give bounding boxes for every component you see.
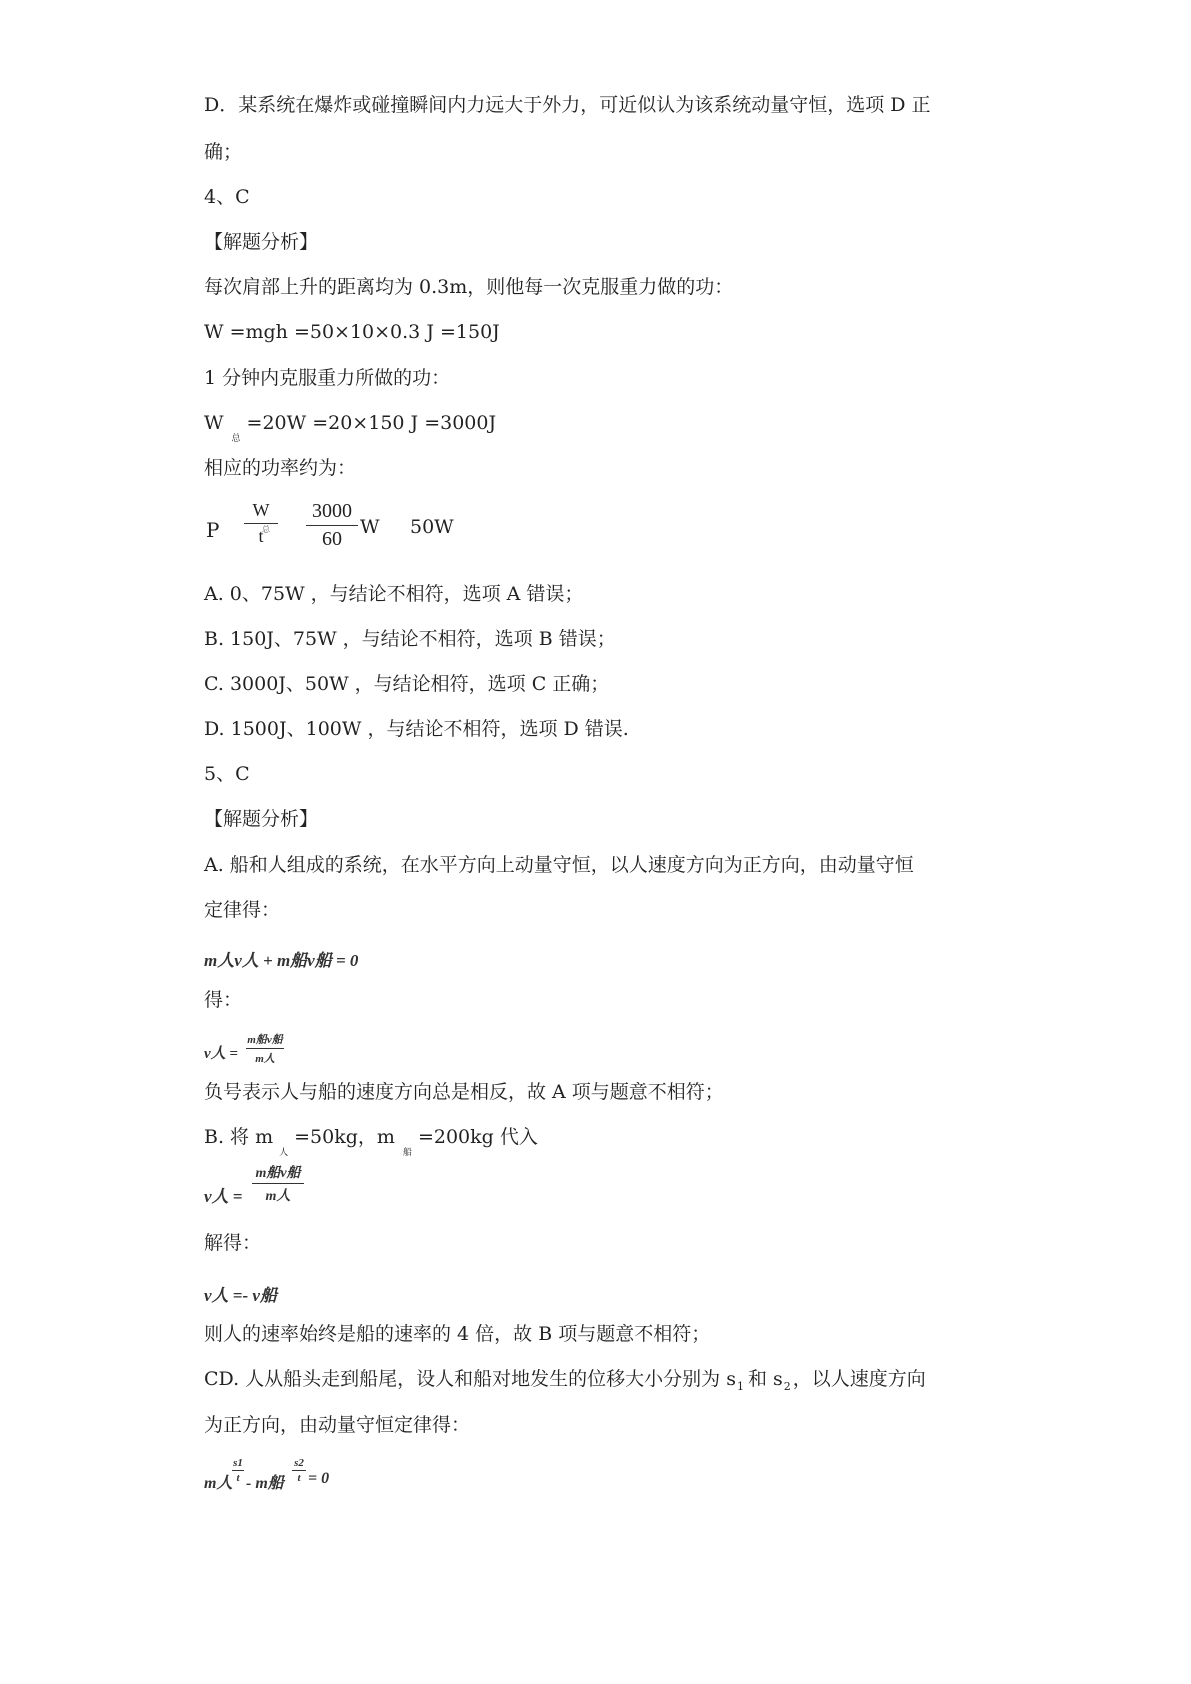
subscript-zong: 总 [262, 525, 270, 534]
equation-term: = 0 [308, 1470, 330, 1487]
text-line: 则人的速率始终是船的速率的 4 倍，故 B 项与题意不相符； [204, 1323, 711, 1345]
text-fragment: B. 将 m [204, 1126, 274, 1148]
fraction-denominator: t [297, 1472, 301, 1484]
fraction-numerator: m船v船 [247, 1034, 283, 1046]
fraction [252, 1162, 304, 1205]
fraction-numerator: s1 [233, 1457, 243, 1469]
equation-v-relation: v人 =- v船 [204, 1286, 277, 1305]
fraction-denominator: t [258, 526, 264, 546]
subscript-chuan: 船 [402, 1148, 412, 1158]
section-heading-analysis: 【解题分析】 [204, 231, 319, 253]
formula-work: W =mgh =50×10×0.3 J =150J [204, 321, 500, 343]
fraction-denominator: m人 [255, 1053, 275, 1065]
fraction-denominator: 60 [322, 528, 342, 550]
formula-total-work-rest: =20W =20×150 J =3000J [246, 412, 497, 434]
text-line: 得： [204, 989, 243, 1011]
subscript-ren: 人 [279, 1148, 289, 1158]
option-a: A. 0、75W ，与结论不相符，选项 A 错误； [204, 583, 584, 605]
text-fragment: 和 s [747, 1368, 783, 1390]
fraction-denominator: m人 [265, 1189, 291, 1204]
equation-momentum: m人v人 + m船v船 = 0 [204, 951, 359, 970]
text-line: 1 分钟内克服重力所做的功： [204, 367, 451, 389]
fraction-denominator: t [236, 1472, 240, 1484]
fraction-s1-over-t [232, 1457, 244, 1484]
formula-total-work [204, 414, 496, 444]
fraction [246, 1031, 284, 1066]
fraction-3000-over-60 [306, 500, 358, 551]
fraction-s2-over-t [292, 1457, 306, 1484]
subscript-1: 1 [736, 1380, 744, 1393]
fraction-w-over-t [244, 500, 278, 547]
text-fragment: =50kg，m [294, 1126, 395, 1148]
fraction-numerator: s2 [294, 1457, 304, 1469]
equation-lhs: v人 = [204, 1187, 243, 1206]
text-fragment: ，以人速度方向 [792, 1368, 926, 1390]
fraction-numerator: m船v船 [255, 1166, 301, 1181]
equation-term: m人 [204, 1475, 233, 1492]
power-result: 50W [410, 516, 454, 538]
equation-lhs: v人 = [204, 1046, 238, 1062]
fraction-numerator: W [252, 500, 270, 520]
section-heading-analysis: 【解题分析】 [204, 808, 319, 830]
text-line: 相应的功率约为： [204, 457, 357, 479]
text-fragment: CD. 人从船头走到船尾，设人和船对地发生的位移大小分别为 s [204, 1368, 736, 1390]
text-line-b-option [204, 1128, 538, 1158]
fraction-numerator: 3000 [312, 500, 352, 522]
text-line-d-option: D．某系统在爆炸或碰撞瞬间内力远大于外力，可近似认为该系统动量守恒，选项 D 正 [204, 94, 931, 116]
answer-4: 4、C [204, 186, 250, 208]
symbol-w: W [204, 412, 224, 434]
symbol-p: P [206, 518, 220, 542]
text-fragment: =200kg 代入 [417, 1126, 538, 1148]
text-line-d-option-cont: 确； [204, 141, 243, 163]
unit-w: W [360, 516, 380, 538]
answer-5: 5、C [204, 763, 250, 785]
option-d: D. 1500J、100W ，与结论不相符，选项 D 错误. [204, 718, 629, 740]
text-line: 为正方向，由动量守恒定律得： [204, 1414, 471, 1436]
subscript-2: 2 [783, 1380, 791, 1393]
text-line: 负号表示人与船的速度方向总是相反，故 A 项与题意不相符； [204, 1081, 724, 1103]
text-line-a-option: A. 船和人组成的系统，在水平方向上动量守恒，以人速度方向为正方向，由动量守恒 [204, 854, 914, 876]
option-b: B. 150J、75W ，与结论不相符，选项 B 错误； [204, 628, 616, 650]
text-line-cd-option [204, 1370, 926, 1392]
text-line: 解得： [204, 1232, 262, 1254]
equation-term: - m船 [246, 1475, 284, 1492]
option-c: C. 3000J、50W ，与结论相符，选项 C 正确； [204, 673, 610, 695]
subscript-zong: 总 [231, 434, 241, 444]
text-line: 每次肩部上升的距离均为 0.3m，则他每一次克服重力做的功： [204, 276, 734, 298]
text-line-a-option-cont: 定律得： [204, 899, 281, 921]
